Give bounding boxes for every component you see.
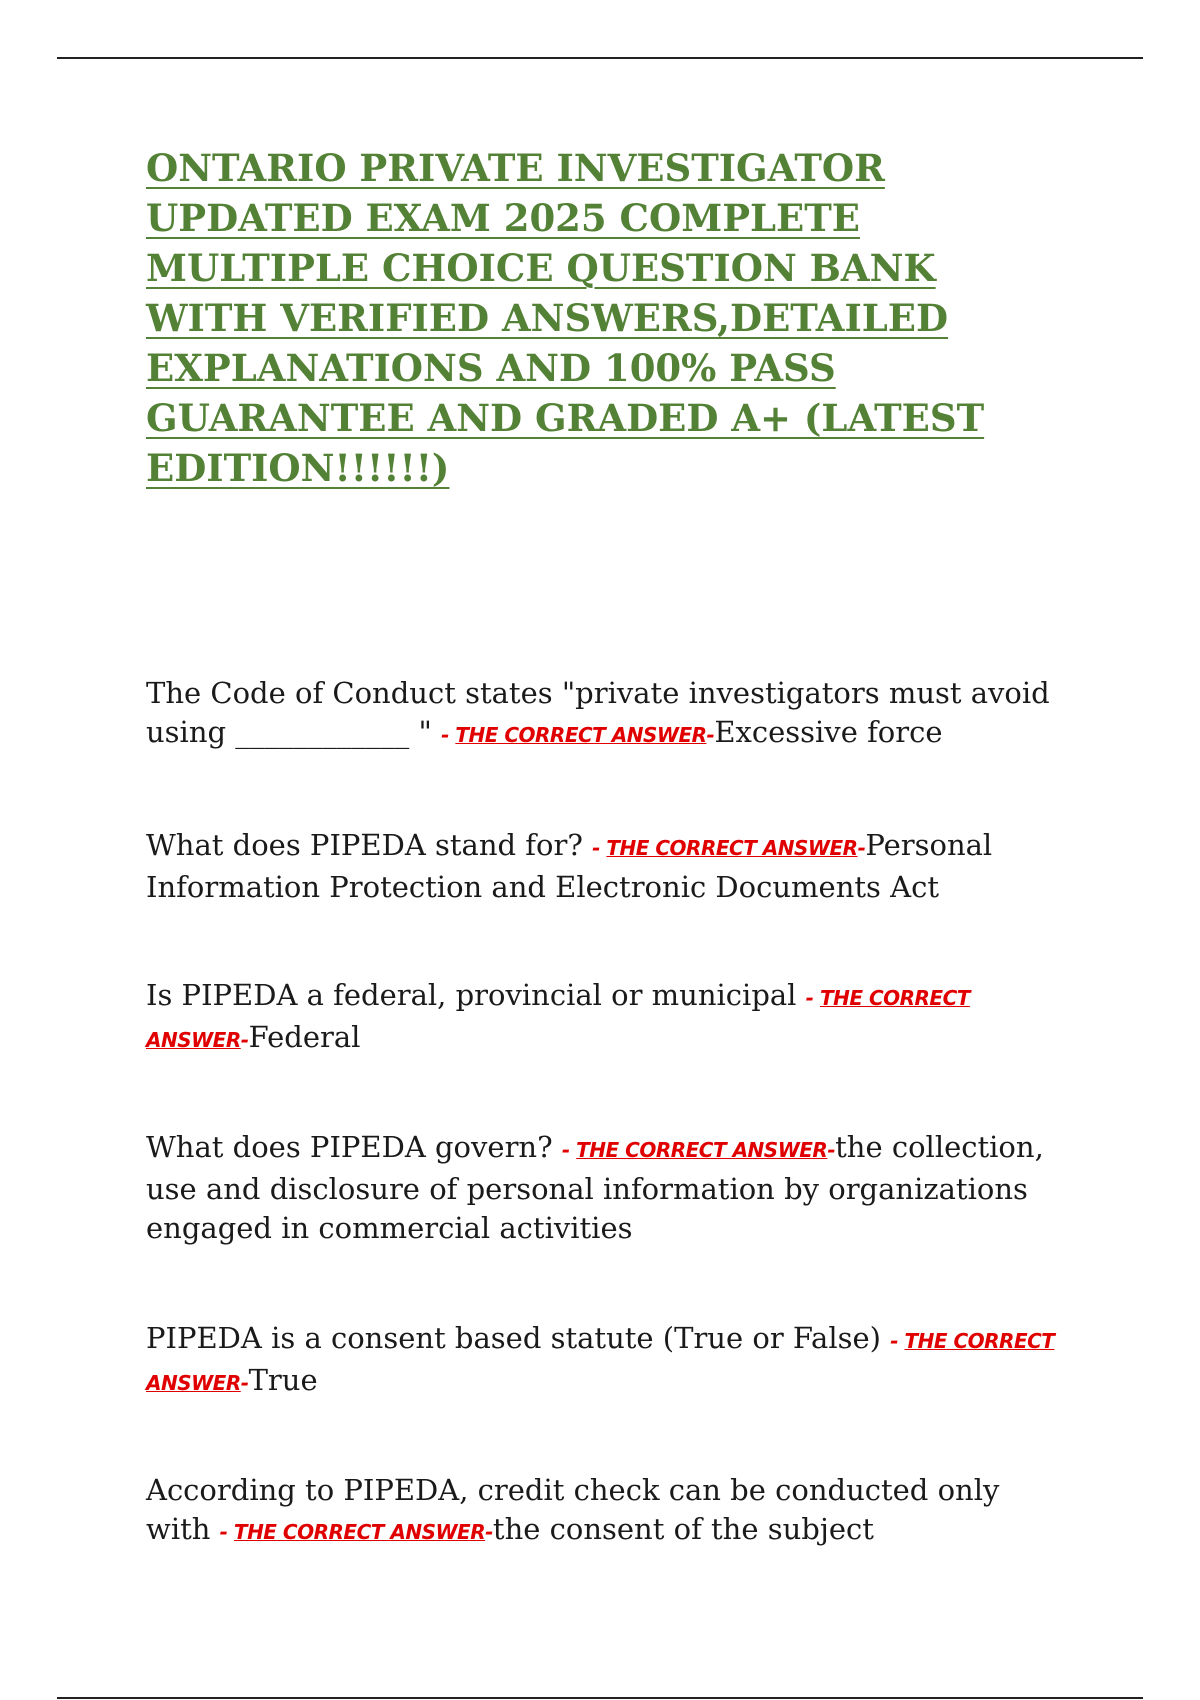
answer-marker: - THE CORRECT ANSWER- (441, 723, 715, 747)
answer-marker: - THE CORRECT ANSWER- (219, 1520, 493, 1544)
question-text: The Code of Conduct states "private investigators must avoid using ____________ " (146, 676, 1050, 749)
top-divider (57, 57, 1143, 59)
qa-item-2 (146, 826, 1066, 907)
answer-text: Personal Information Protection and Electronic Documents Act (146, 828, 993, 904)
answer-marker: - THE CORRECT ANSWER- (592, 836, 866, 860)
question-text: PIPEDA is a consent based statute (True or False) (146, 1321, 891, 1355)
answer-marker: - THE CORRECT ANSWER- (561, 1138, 836, 1162)
answer-text: Federal (248, 1020, 361, 1054)
question-text: According to PIPEDA, credit check can be conducted only with (146, 1473, 1000, 1546)
bottom-divider (57, 1697, 1143, 1699)
answer-text: True (248, 1363, 318, 1397)
question-text: What does PIPEDA stand for? (146, 828, 593, 862)
qa-item-5 (146, 1319, 1066, 1403)
document-title: ONTARIO PRIVATE INVESTIGATOR UPDATED EXAM 2025 COMPLETE MULTIPLE CHOICE QUESTION BANK WITH VERIFIED ANSWERS,DETAILED EXPLANATIONS AND 100% PASS GUARANTEE AND GRADED A+ (LATEST EDITION!!!!!!) (146, 146, 985, 490)
answer-text: the collection, use and disclosure of personal information by organizations engaged in commercial activities (146, 1130, 1044, 1245)
qa-item-3 (146, 976, 1066, 1060)
answer-text: Excessive force (714, 715, 943, 749)
answer-marker: - THE CORRECT ANSWER- (146, 1329, 1055, 1395)
qa-item-1 (146, 674, 1066, 755)
answer-text: the consent of the subject (492, 1512, 874, 1546)
question-text: What does PIPEDA govern? (146, 1130, 562, 1164)
qa-item-4 (146, 1128, 1066, 1248)
question-text: Is PIPEDA a federal, provincial or municipal (146, 978, 806, 1012)
answer-marker: - THE CORRECT ANSWER- (146, 986, 970, 1052)
qa-item-6 (146, 1471, 1066, 1552)
